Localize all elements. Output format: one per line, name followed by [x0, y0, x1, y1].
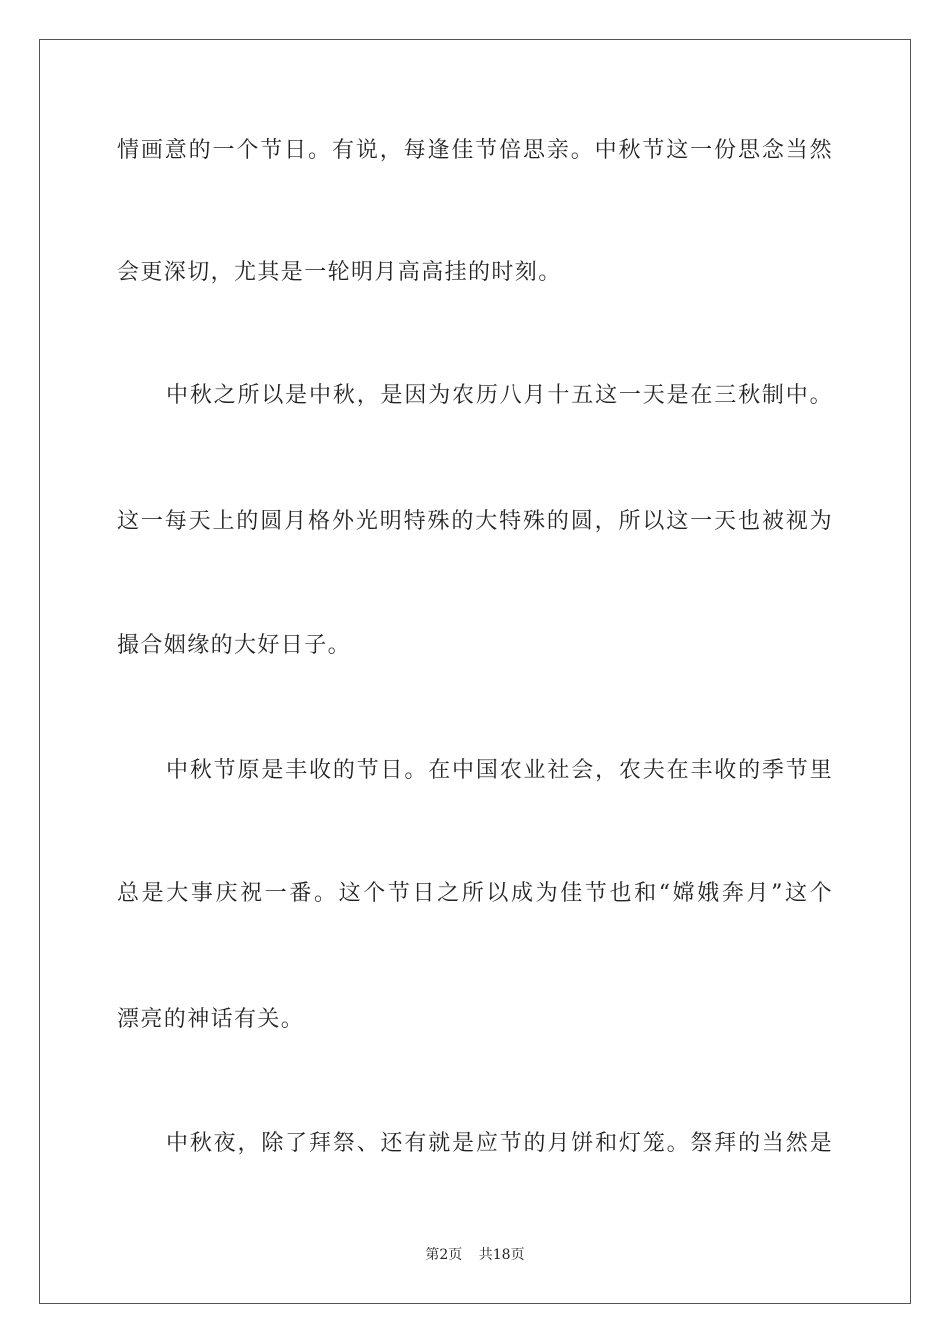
text-line-8: 漂亮的神话有关。 [117, 1007, 305, 1032]
text-line-1: 情画意的一个节日。有说，每逢佳节倍思亲。中秋节这一份思念当然 [117, 138, 833, 163]
text-line-2: 会更深切，尤其是一轮明月高高挂的时刻。 [117, 260, 562, 285]
page-number: 第2页 [425, 1247, 463, 1263]
page-total: 共18页 [478, 1247, 525, 1263]
text-line-4: 这一每天上的圆月格外光明特殊的大特殊的圆，所以这一天也被视为 [117, 509, 833, 534]
page-footer [0, 1245, 950, 1265]
text-line-7: 总是大事庆祝一番。这个节日之所以成为佳节也和“嫦娥奔月”这个 [117, 881, 833, 906]
text-line-5: 撮合姻缘的大好日子。 [117, 633, 352, 658]
text-line-9: 中秋夜，除了拜祭、还有就是应节的月饼和灯笼。祭拜的当然是 [166, 1131, 833, 1156]
page-border [39, 39, 911, 1304]
text-line-3: 中秋之所以是中秋，是因为农历八月十五这一天是在三秋制中。 [166, 383, 833, 408]
text-line-6: 中秋节原是丰收的节日。在中国农业社会，农夫在丰收的季节里 [166, 758, 833, 783]
